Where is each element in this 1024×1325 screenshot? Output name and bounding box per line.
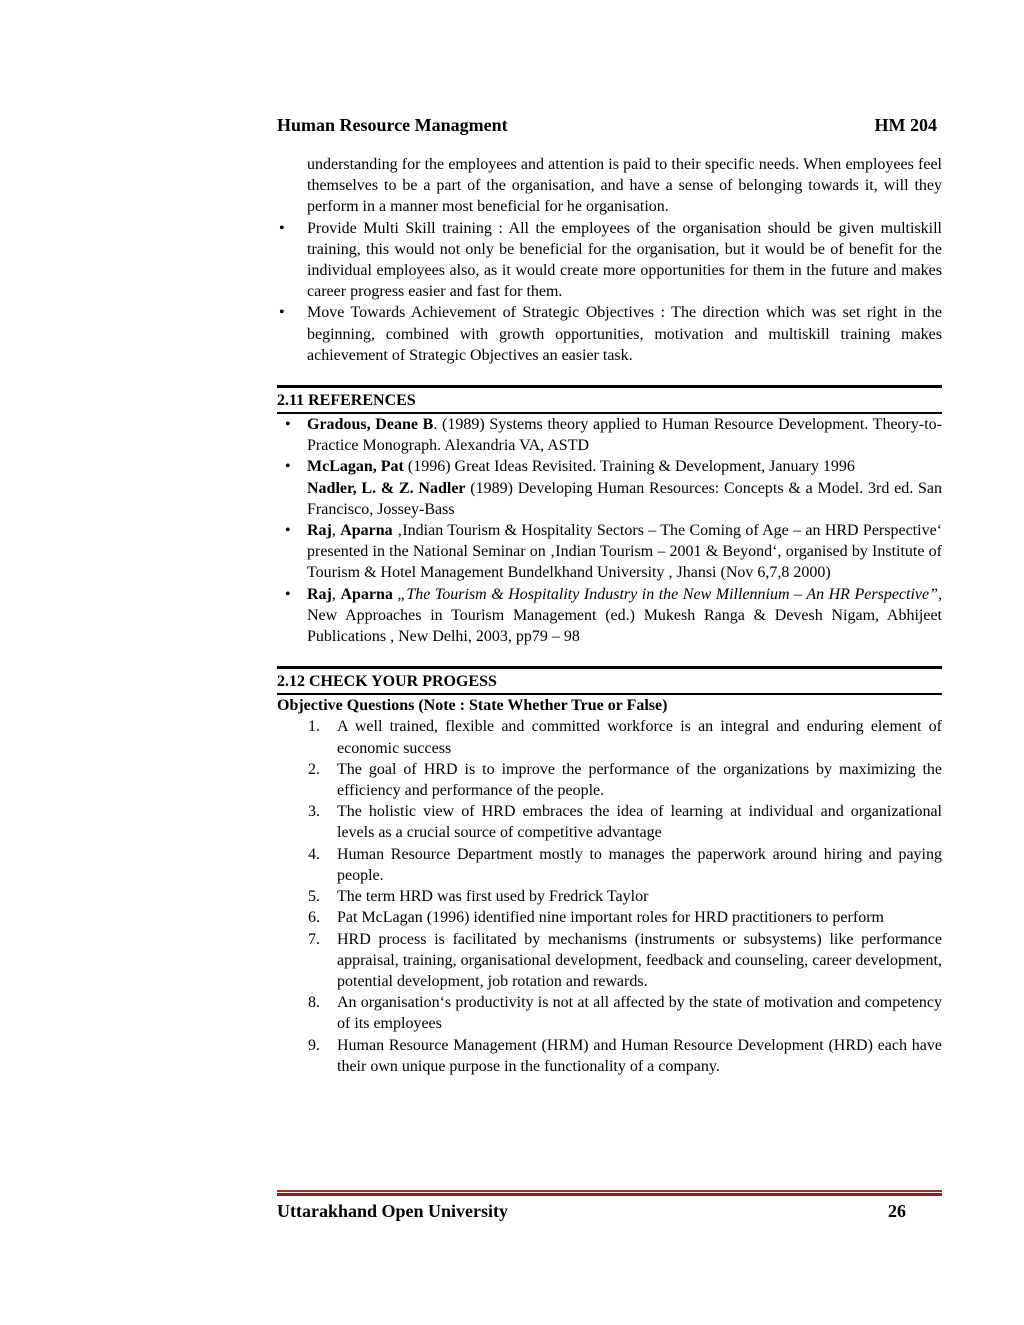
footer-rule bbox=[277, 1190, 942, 1196]
intro-paragraph: understanding for the employees and attention is paid to their specific needs. When employees feel themselves to be a part of the organisation, and have a sense of belonging towards it, will they perform in a manner most beneficial for he organisation. bbox=[307, 156, 942, 216]
question-item bbox=[277, 759, 942, 801]
page-header bbox=[277, 115, 942, 136]
question-item bbox=[277, 929, 942, 993]
question-item bbox=[277, 907, 942, 928]
question-text: Human Resource Management (HRM) and Human Resource Development (HRD) each have their own unique purpose in the functionality of a company. bbox=[337, 1036, 942, 1075]
reference-author: Raj bbox=[307, 522, 332, 540]
reference-author: Aparna bbox=[340, 585, 393, 603]
footer-university: Uttarakhand Open University bbox=[277, 1201, 509, 1221]
header-course-code: HM 204 bbox=[874, 115, 937, 135]
reference-author: McLagan, Pat bbox=[307, 458, 404, 476]
progress-subheading: Objective Questions (Note : State Whether True or False) bbox=[277, 697, 668, 715]
references-list bbox=[277, 414, 942, 647]
question-text: Pat McLagan (1996) identified nine important roles for HRD practitioners to perform bbox=[337, 909, 884, 927]
question-number: 5. bbox=[308, 888, 320, 906]
question-number: 3. bbox=[308, 803, 320, 821]
bullet-item: • Move Towards Achievement of Strategic Objectives : The direction which was set right in the beginning, combined with growth opportunities, motivation and multiskill training makes achievement of Strategic Objectives an easier task. bbox=[277, 302, 942, 366]
question-text: The goal of HRD is to improve the performance of the organizations by maximizing the efficiency and performance of the people. bbox=[337, 760, 942, 800]
reference-text: ‚Indian Tourism & Hospitality Sectors – The Coming of Age – an HRD Perspective‘ presented in the National Seminar on ‚Indian Tourism – 2001 & Beyond‘, organised by Institute of Tourism & Hotel Management Bundelkhand University , Jhansi (Nov 6,7,8 2000) bbox=[307, 522, 943, 582]
page-content bbox=[277, 154, 942, 1077]
reference-text: (1989) Developing Human Resources: Concepts & a Model. 3rd ed. San Francisco, Jossey-Bass bbox=[307, 479, 943, 518]
question-number: 8. bbox=[308, 994, 320, 1012]
question-number: 4. bbox=[308, 845, 320, 863]
question-text: HRD process is facilitated by mechanisms (instruments or subsystems) like performance appraisal, training, organisational development, feedback and counseling, career development, potential development, job rotation and rewards. bbox=[337, 930, 942, 990]
question-text: Human Resource Department mostly to manages the paperwork around hiring and paying people. bbox=[337, 845, 942, 884]
question-number: 6. bbox=[308, 909, 320, 927]
reference-author: Aparna bbox=[340, 522, 393, 540]
page-number: 26 bbox=[888, 1201, 906, 1221]
question-item bbox=[277, 992, 942, 1034]
question-item bbox=[277, 844, 942, 886]
reference-author: Raj bbox=[307, 585, 332, 603]
bullet-item: • Provide Multi Skill training : All the employees of the organisation should be given multiskill training, this would not only be beneficial for the organisation, but it would be of benefit for the individual employees also, as it would create more opportunities for them in the future and makes career progress easier and fast for them. bbox=[277, 218, 942, 303]
reference-separator: , bbox=[331, 585, 341, 603]
question-number: 7. bbox=[308, 930, 320, 948]
question-number: 2. bbox=[308, 760, 320, 778]
reference-author: Nadler, L. & Z. Nadler bbox=[307, 479, 466, 497]
question-text: A well trained, flexible and committed workforce is an integral and enduring element of economic success bbox=[337, 718, 942, 757]
question-item bbox=[277, 801, 942, 843]
references-heading: 2.11 REFERENCES bbox=[277, 385, 942, 414]
reference-item bbox=[277, 520, 942, 584]
reference-separator: , bbox=[331, 522, 341, 540]
question-list bbox=[277, 716, 942, 1076]
question-text: An organisation‘s productivity is not at all affected by the state of motivation and competency of its employees bbox=[337, 994, 942, 1033]
question-item bbox=[277, 886, 942, 907]
reference-text: (1996) Great Ideas Revisited. Training & Development, January 1996 bbox=[403, 458, 855, 476]
progress-heading: 2.12 CHECK YOUR PROGESS bbox=[277, 666, 942, 695]
reference-item bbox=[277, 456, 942, 520]
reference-item bbox=[277, 584, 942, 648]
header-title: Human Resource Managment bbox=[277, 115, 508, 135]
reference-text: New Approaches in Tourism Management (ed.) Mukesh Ranga & Devesh Nigam, Abhijeet Publications , New Delhi, 2003, pp79 – 98 bbox=[307, 606, 942, 646]
question-number: 9. bbox=[308, 1036, 320, 1054]
reference-author: Gradous, Deane B bbox=[307, 416, 434, 434]
reference-title: „The Tourism & Hospitality Industry in the New Millennium – An HR Perspective”, bbox=[392, 585, 943, 603]
reference-item bbox=[277, 414, 942, 456]
bullet-list bbox=[277, 218, 942, 366]
question-text: The holistic view of HRD embraces the idea of learning at individual and organizational levels as a crucial source of competitive advantage bbox=[337, 803, 942, 842]
page-footer bbox=[277, 1201, 942, 1222]
question-item bbox=[277, 716, 942, 758]
question-item bbox=[277, 1035, 942, 1077]
reference-text: . (1989) Systems theory applied to Human Resource Development. Theory-to-Practice Monograph. Alexandria VA, ASTD bbox=[307, 416, 942, 455]
question-number: 1. bbox=[308, 718, 320, 736]
question-text: The term HRD was first used by Fredrick Taylor bbox=[337, 888, 649, 906]
